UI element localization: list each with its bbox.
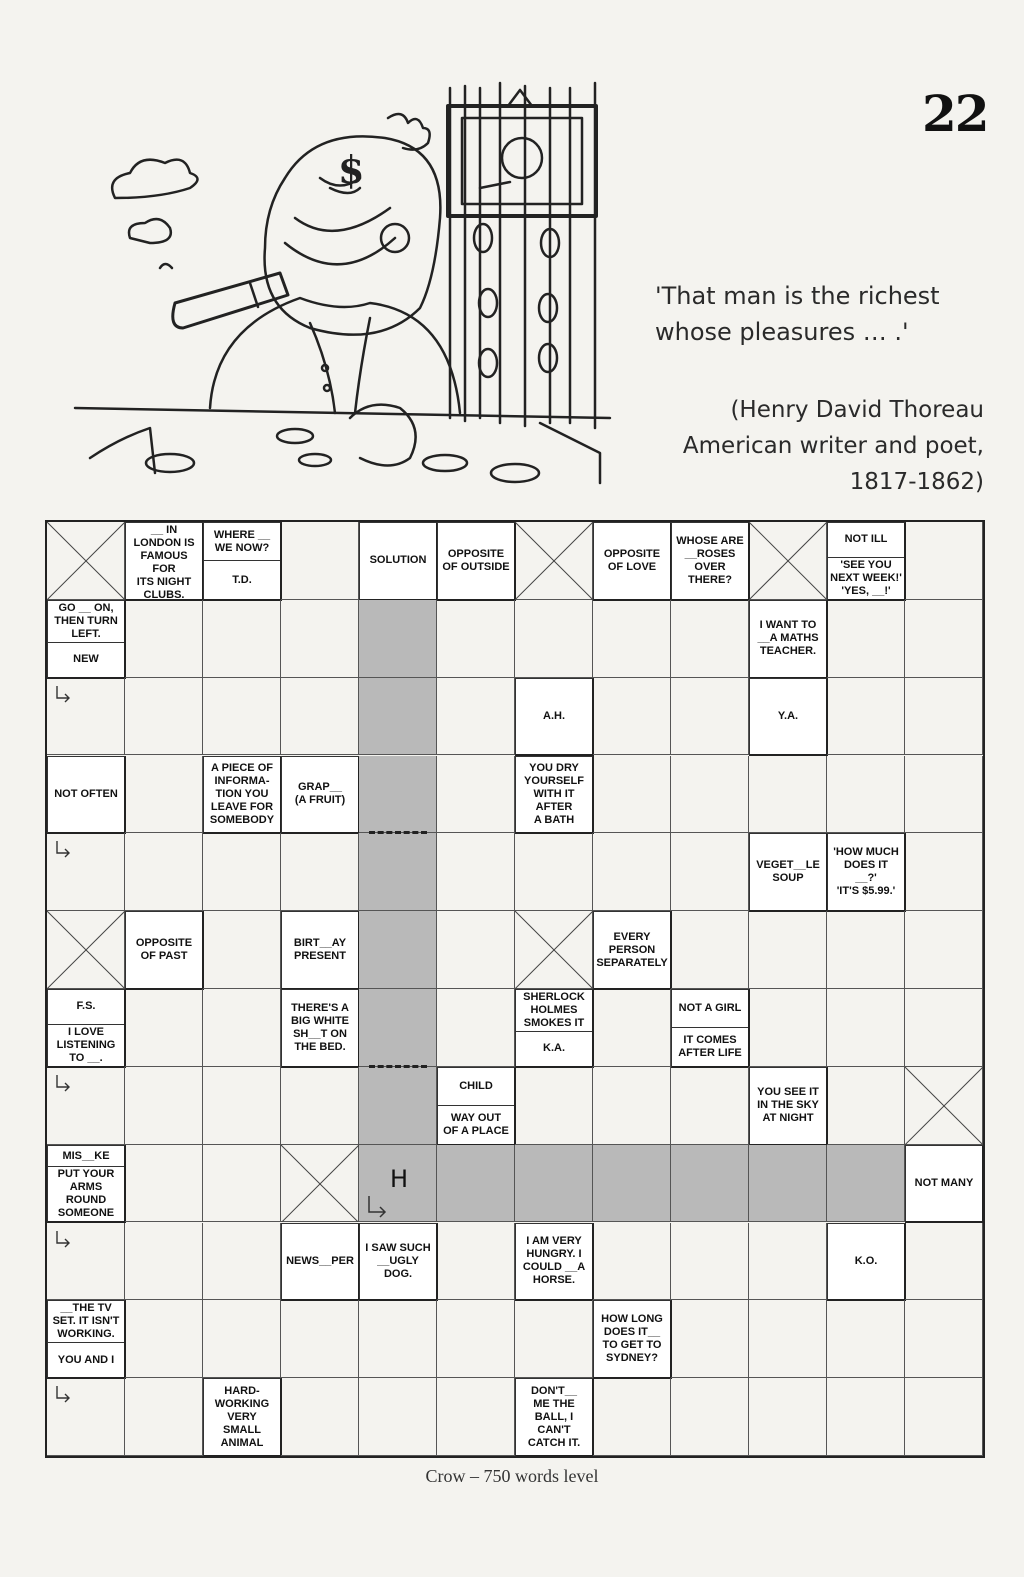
clue-cell (437, 1067, 516, 1146)
answer-cell[interactable] (281, 678, 359, 756)
answer-cell[interactable] (203, 600, 281, 678)
clue-text: SHERLOCK HOLMES SMOKES IT (523, 991, 585, 1029)
down-right-arrow-icon (53, 684, 75, 711)
answer-cell[interactable] (593, 1378, 671, 1456)
answer-cell[interactable] (437, 678, 515, 756)
answer-cell[interactable] (905, 1300, 983, 1378)
clue-text: I AM VERY HUNGRY. I COULD __A HORSE. (522, 1235, 586, 1287)
clue-cell (827, 522, 906, 601)
clue-cell (125, 522, 204, 601)
clue-cell (515, 1223, 594, 1302)
clue-text: 'SEE YOU NEXT WEEK!' 'YES, __!' (828, 557, 904, 599)
blocked-cell (905, 1067, 983, 1145)
answer-cell[interactable] (203, 1145, 281, 1223)
clue-text: K.O. (854, 1254, 878, 1267)
clue-text: PUT YOUR ARMS ROUND SOMEONE (48, 1166, 124, 1221)
clue-cell (827, 1223, 906, 1302)
answer-cell[interactable] (671, 678, 749, 756)
clue-cell (47, 1300, 126, 1379)
clue-cell (359, 1223, 438, 1302)
clue-cell (281, 989, 360, 1068)
answer-cell[interactable] (749, 1223, 827, 1301)
clue-cell (359, 522, 438, 601)
answer-cell[interactable] (593, 678, 671, 756)
answer-cell[interactable] (125, 1145, 203, 1223)
answer-cell[interactable] (671, 1067, 749, 1145)
clue-cell (47, 989, 126, 1068)
clue-text: GO __ ON, THEN TURN LEFT. (54, 601, 118, 640)
clue-cell (749, 600, 828, 679)
answer-cell[interactable] (827, 756, 905, 834)
clue-text: NOT ILL (844, 533, 888, 546)
clue-text: WHERE __ WE NOW? (213, 528, 271, 554)
clue-text: I WANT TO __A MATHS TEACHER. (757, 619, 819, 658)
answer-cell-highlighted[interactable] (437, 1145, 515, 1223)
clue-text: 'HOW MUCH DOES IT __?' 'IT'S $5.99.' (833, 846, 899, 898)
crossword-grid (45, 520, 985, 1458)
down-right-arrow-icon (53, 1229, 75, 1256)
word-separator (369, 831, 427, 834)
clue-cell (671, 522, 750, 601)
down-right-arrow-icon (365, 1194, 391, 1223)
answer-cell-highlighted[interactable] (359, 1145, 437, 1223)
answer-cell[interactable] (749, 911, 827, 989)
answer-cell[interactable] (905, 600, 983, 678)
answer-cell[interactable] (515, 833, 593, 911)
clue-text: A PIECE OF INFORMA- TION YOU LEAVE FOR SOMEBODY (209, 761, 275, 826)
answer-cell[interactable] (827, 1378, 905, 1456)
clue-text: GRAP__ (A FRUIT) (294, 781, 346, 807)
answer-cell[interactable] (905, 678, 983, 756)
clue-cell (281, 1223, 360, 1302)
answer-cell-highlighted[interactable] (359, 833, 437, 911)
clue-text: THERE'S A BIG WHITE SH__T ON THE BED. (290, 1001, 350, 1053)
answer-cell-highlighted[interactable] (515, 1145, 593, 1223)
clue-text: BIRT__AY PRESENT (293, 937, 347, 963)
answer-cell[interactable] (437, 600, 515, 678)
clue-text: I LOVE LISTENING TO __. (48, 1024, 124, 1066)
answer-cell[interactable] (749, 1300, 827, 1378)
answer-cell[interactable] (671, 833, 749, 911)
clue-cell (203, 522, 282, 601)
clue-cell (515, 678, 594, 757)
word-separator (369, 1065, 427, 1068)
answer-cell[interactable] (749, 1378, 827, 1456)
answer-cell[interactable] (281, 522, 359, 600)
answer-cell[interactable] (281, 600, 359, 678)
answer-cell[interactable] (905, 756, 983, 834)
clue-text: __THE TV SET. IT ISN'T WORKING. (52, 1302, 120, 1341)
clue-cell (671, 989, 750, 1068)
answer-cell[interactable] (125, 600, 203, 678)
clue-cell (281, 756, 360, 835)
answer-cell[interactable] (125, 833, 203, 911)
clue-text: T.D. (204, 560, 280, 598)
answer-cell[interactable] (203, 1223, 281, 1301)
clue-cell (515, 1378, 594, 1457)
clue-text: VEGET__LE SOUP (756, 859, 820, 885)
clue-text: MIS__KE (62, 1149, 110, 1162)
clue-cell (905, 1145, 984, 1224)
answer-cell[interactable] (203, 911, 281, 989)
rich-man-cartoon (70, 78, 630, 498)
answer-cell[interactable] (593, 989, 671, 1067)
clue-cell (203, 756, 282, 835)
attribution-line-1: (Henry David Thoreau (730, 397, 984, 423)
clue-text: YOU DRY YOURSELF WITH IT AFTER A BATH (524, 761, 584, 826)
answer-cell[interactable] (749, 989, 827, 1067)
answer-cell[interactable] (905, 1223, 983, 1301)
answer-cell[interactable] (359, 1378, 437, 1456)
clue-text: YOU SEE IT IN THE SKY AT NIGHT (757, 1086, 819, 1125)
answer-cell[interactable] (125, 1300, 203, 1378)
clue-text: HOW LONG DOES IT__ TO GET TO SYDNEY? (601, 1313, 663, 1365)
clue-text: OPPOSITE OF OUTSIDE (442, 547, 510, 573)
answer-cell[interactable] (437, 1300, 515, 1378)
clue-cell (593, 522, 672, 601)
clue-text: K.A. (516, 1031, 592, 1066)
clue-text: NOT OFTEN (54, 787, 118, 800)
clue-cell (125, 911, 204, 990)
answer-cell[interactable] (593, 833, 671, 911)
answer-cell[interactable] (671, 1300, 749, 1378)
answer-cell-highlighted[interactable] (359, 989, 437, 1067)
answer-cell[interactable] (827, 1067, 905, 1145)
clue-cell (749, 833, 828, 912)
blocked-cell (749, 522, 827, 600)
answer-cell-highlighted[interactable] (671, 1145, 749, 1223)
answer-cell[interactable] (437, 1223, 515, 1301)
clue-cell (203, 1378, 282, 1457)
down-right-arrow-icon (53, 1073, 75, 1100)
down-right-arrow-icon (53, 839, 75, 866)
answer-cell[interactable] (203, 1067, 281, 1145)
answer-cell[interactable] (437, 989, 515, 1067)
answer-cell[interactable] (515, 1300, 593, 1378)
quote-line-1: 'That man is the richest (655, 282, 940, 310)
answer-cell[interactable] (281, 1300, 359, 1378)
answer-cell[interactable] (125, 1223, 203, 1301)
answer-cell[interactable] (827, 989, 905, 1067)
answer-cell-highlighted[interactable] (359, 756, 437, 834)
answer-cell[interactable] (671, 1378, 749, 1456)
answer-cell-highlighted[interactable] (827, 1145, 905, 1223)
answer-cell[interactable] (671, 600, 749, 678)
attribution-line-3: 1817-1862) (849, 469, 984, 495)
clue-text: __ IN LONDON IS FAMOUS FOR ITS NIGHT CLUBS. (133, 524, 195, 601)
quote (655, 278, 955, 350)
clue-cell (515, 756, 594, 835)
answer-cell[interactable] (203, 989, 281, 1067)
answer-cell[interactable] (437, 756, 515, 834)
clue-text: OPPOSITE OF PAST (135, 937, 193, 963)
clue-text: A.H. (543, 710, 565, 723)
answer-cell[interactable] (671, 1223, 749, 1301)
answer-cell[interactable] (905, 1378, 983, 1456)
answer-cell[interactable] (827, 678, 905, 756)
clue-cell (281, 911, 360, 990)
answer-cell[interactable] (905, 989, 983, 1067)
clue-cell (593, 1300, 672, 1379)
answer-cell[interactable] (593, 1067, 671, 1145)
answer-cell[interactable] (593, 600, 671, 678)
dollar-sign-icon: $ (338, 147, 365, 192)
clue-text: Y.A. (777, 710, 799, 723)
answer-cell[interactable] (125, 989, 203, 1067)
clue-cell (593, 911, 672, 990)
blocked-cell (47, 911, 125, 989)
answer-cell-highlighted[interactable] (749, 1145, 827, 1223)
clue-text: CHILD (459, 1080, 493, 1093)
clue-text: YOU AND I (48, 1342, 124, 1377)
answer-cell[interactable] (437, 1378, 515, 1456)
answer-cell[interactable] (593, 756, 671, 834)
answer-cell[interactable] (905, 522, 983, 600)
clue-text: NOT MANY (914, 1177, 974, 1190)
answer-cell[interactable] (281, 833, 359, 911)
clue-text: HARD- WORKING VERY SMALL ANIMAL (214, 1384, 270, 1449)
answer-cell-highlighted[interactable] (359, 600, 437, 678)
attribution-line-2: American writer and poet, (682, 433, 984, 459)
clue-text: I SAW SUCH __UGLY DOG. (365, 1241, 431, 1280)
clue-text: NEW (48, 642, 124, 677)
clue-cell (47, 756, 126, 835)
clue-cell (47, 600, 126, 679)
clue-cell (827, 833, 906, 912)
clue-text: SOLUTION (369, 554, 427, 567)
answer-cell-highlighted[interactable] (359, 1067, 437, 1145)
answer-cell-highlighted[interactable] (359, 678, 437, 756)
quote-attribution (683, 392, 984, 500)
clue-cell (515, 989, 594, 1068)
blocked-cell (515, 911, 593, 989)
answer-cell[interactable] (125, 678, 203, 756)
answer-cell[interactable] (905, 833, 983, 911)
given-letter: H (390, 1164, 409, 1193)
page-number: 22 (922, 84, 988, 143)
answer-cell[interactable] (827, 600, 905, 678)
clue-text: OPPOSITE OF LOVE (603, 547, 661, 573)
answer-cell[interactable] (281, 1378, 359, 1456)
answer-cell[interactable] (125, 756, 203, 834)
clue-text: F.S. (76, 1000, 96, 1013)
blocked-cell (515, 522, 593, 600)
clue-text: NOT A GIRL (678, 1002, 742, 1015)
blocked-cell (281, 1145, 359, 1223)
answer-cell[interactable] (203, 1300, 281, 1378)
clue-text: NEWS__PER (286, 1254, 354, 1267)
answer-cell[interactable] (671, 756, 749, 834)
answer-cell[interactable] (827, 911, 905, 989)
answer-cell-highlighted[interactable] (359, 911, 437, 989)
answer-cell[interactable] (593, 1223, 671, 1301)
answer-cell[interactable] (203, 678, 281, 756)
clue-text: EVERY PERSON SEPARATELY (596, 930, 668, 969)
down-right-arrow-icon (53, 1384, 75, 1411)
answer-cell[interactable] (515, 1067, 593, 1145)
answer-cell[interactable] (437, 833, 515, 911)
level-footer: Crow – 750 words level (425, 1466, 599, 1486)
answer-cell[interactable] (749, 756, 827, 834)
answer-cell-highlighted[interactable] (593, 1145, 671, 1223)
clue-cell (437, 522, 516, 601)
answer-cell[interactable] (671, 911, 749, 989)
clue-text: DON'T__ ME THE BALL, I CAN'T CATCH IT. (527, 1384, 581, 1449)
answer-cell[interactable] (515, 600, 593, 678)
clue-cell (47, 1145, 126, 1224)
clue-cell (749, 1067, 828, 1146)
clue-text: IT COMES AFTER LIFE (672, 1027, 748, 1065)
answer-cell[interactable] (359, 1300, 437, 1378)
clue-text: WAY OUT OF A PLACE (438, 1105, 514, 1143)
answer-cell[interactable] (437, 911, 515, 989)
blocked-cell (47, 522, 125, 600)
answer-cell[interactable] (281, 1067, 359, 1145)
answer-cell[interactable] (203, 833, 281, 911)
answer-cell[interactable] (827, 1300, 905, 1378)
answer-cell[interactable] (125, 1378, 203, 1456)
clue-cell (749, 678, 828, 757)
clue-text: WHOSE ARE __ROSES OVER THERE? (676, 534, 744, 586)
answer-cell[interactable] (905, 911, 983, 989)
quote-line-2: whose pleasures … .' (655, 318, 909, 346)
answer-cell[interactable] (125, 1067, 203, 1145)
